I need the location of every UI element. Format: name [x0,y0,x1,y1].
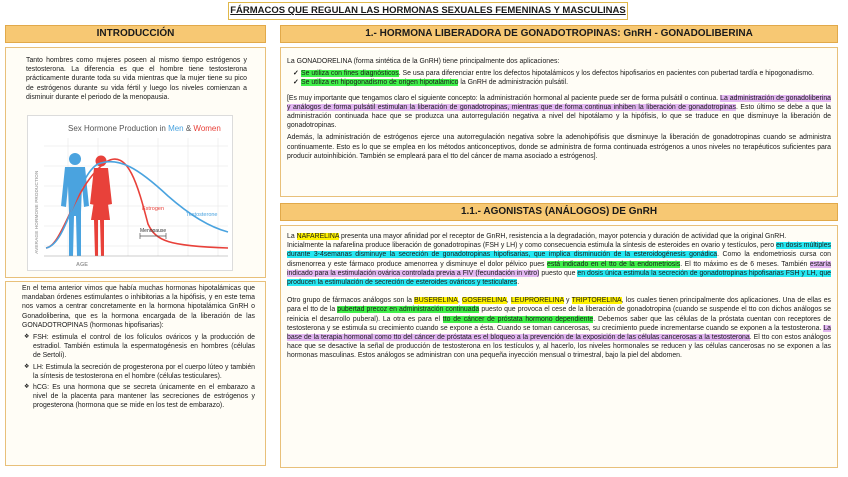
gonadorelin-intro: La GONADORELINA (forma sintética de la GnRH) tiene principalmente dos aplicaciones: [287,58,560,65]
nafarelin-effects: Inicialmente la nafarelina produce liberación de gonadotropinas (FSH y LH) y como consecuencia estimula la síntesis de esteroides en ovario y testículos, pero en dosis múltiples durante 3-4semanas disminuye la secreción de gonadotropinas hipofisarias, que implica disminución de la esteroidogénesis gonádica. Como la endometriosis cursa con dismenorrea y este fármaco produce amenorrea y disminuye el dolor pélvico pues está indicado en el tto de la endometriosis. El tto máximo es de 6 meses. También estaría indicado para la estimulación ovárica controlada previa a FIV (fecundación in vitro) puesto que en dosis única estimula la secreción de gonadotropinas hipofisarias FSH y LH, que producen la estimulación de secreción de esteroides ováricos y testiculares. [287,242,831,287]
gonadorelin-uses [293,69,831,87]
pulsatile-concept: [Es muy importante que tengamos claro el siguiente concepto: la administración hormonal al paciente puede ser de forma pulsátil o continua. La administración de gonadoliberina y análogos de forma pulsátil estimulan la liberación de gonadotropinas, mientras que de forma continua inhiben la liberación de gonadotropinas. Esto último se debe a que la administración continuada hace que se produzca una autorregulación negativa a nivel del hipotálamo y la hipófisis, lo que se traduce en que disminuye la liberación de gonadotropinas. [287,94,831,130]
use-diagnostic: ✓ Se utiliza con fines diagnósticos. Se usa para diferenciar entre los defectos hipotalámicos y los defectos hipofisarios en pacientes con pubertad tardía e hipogonadismo. [293,69,831,78]
list-item-lh: ❖ LH: Estimula la secreción de progesterona por el cuerpo lúteo y también la síntesis de testosterona en el hombre (células testiculares). [24,363,255,381]
hypothalamus-panel [5,281,266,466]
gonadotropin-list [24,333,255,411]
estrogen-feedback: Además, la administración de estrógenos ejerce una autorregulación negativa sobre la adenohipófisis que disminuye la liberación de gonadotropinas cuando se administra continuamente. Esto es lo que se emplea en los métodos anticonceptivos, donde se administra de forma continuada estrógenos a unos niveles no terapéuticos suficientes para producir autoinhibición. También se empleará para el tto del cáncer de mama asociado a estrógenos]. [287,134,831,160]
use-hypogonadism: ✓ Se utiliza en hipogonadismo de origen hipotalámico la GnRH de administración pulsátil. [293,78,831,87]
hormone-chart [27,115,233,271]
chart-ylabel: AVERAGE HORMONE PRODUCTION [35,170,40,254]
hypothalamus-intro: En el tema anterior vimos que había muchas hormonas hipotalámicas que mandaban órdenes estimulantes o inhibitorias a la hipófisis, y en este tema nos vamos a centrar concretamente en la hormona hipotalámica GnRH o Gonadoliberina, que es la hormona encargada de la liberación de las GONADOTROPINAS (hormonas hipofisarias): [22,285,255,329]
nafarelin-paragraph: La NAFARELINA presenta una mayor afinidad por el receptor de GnRH, resistencia a la degradación, mayor potencia y duración de actividad que la original GnRH. [287,233,787,240]
chart-xlabel: AGE [76,262,88,268]
hormone-chart-svg [28,116,233,271]
list-item-hcg: ❖ hCG: Es una hormona que se secreta únicamente en el embarazo a nivel de la placenta para mantener las secreciones de estrógenos y progesterona (hormona que se mide en los test de embarazo). [24,383,255,411]
page-title: FÁRMACOS QUE REGULAN LAS HORMONAS SEXUALES FEMENINAS Y MASCULINAS [228,2,628,20]
intro-header: INTRODUCCIÓN [5,25,266,43]
menopause-label: Menopause [140,228,167,234]
chart-title: Sex Hormone Production in Men & Women [68,124,221,133]
estrogen-label: Estrogen [142,206,165,212]
section1-header: 1.- HORMONA LIBERADORA DE GONADOTROPINAS: GnRH - GONADOLIBERINA [280,25,838,43]
analogs-paragraph: Otro grupo de fármacos análogos son la BUSERELINA, GOSERELINA, LEUPRORELINA y TRIPTORELINA, los cuales tienen principalmente dos aplicaciones. Una de ellas es para el tto de la pubertad precoz en administración continuada puesto que provoca el cese de la liberación de gonadotropina (cuando se suspende el tto con dichos análogos se reinicia el desarrollo puberal). La otra es para el tto de cáncer de próstata hormono dependiente. Debemos saber que las células de la próstata cuentan con receptores de testosterona y se estimula su crecimiento cuando se expone a ésta. Cuando se toman cancerosas, su crecimiento puede incrementarse cuando se exponen a la testosterona. La base de la terapia hormonal como tto del cáncer de próstata es el bloqueo a la prevención de la exposición de las células cancerosas a la testosterona. El tto con estos análogos hace que se desactive la señal de producción de testosterona en los testículos y, al hacerlo, los niveles hormonales se reducen y las células cancerosas no se exponen a las hormonas masculinas. Estos análogos se administran con una pequeña inyección mensual o trimestral, bajo la piel del abdomen. [287,297,831,360]
testosterone-label: Testosterone [186,212,218,218]
intro-text: Tanto hombres como mujeres poseen al mismo tiempo estrógenos y testosterona. La diferencia es que el hombre tiene testosterona prácticamente durante toda su vida mientras que la mujer tiene su pico de estrógenos durante su vida fértil y luego los niveles comienzan a disminuir durante el periodo de la menopausia. [26,57,247,101]
section2-panel [280,225,838,468]
list-item-fsh: ❖ FSH: estimula el control de los folículos ováricos y la producción de estradiol. También estimula la espermatogénesis en hombres (células de Sertoli). [24,333,255,361]
section2-header: 1.1.- AGONISTAS (ANÁLOGOS) DE GnRH [280,203,838,221]
section1-panel [280,47,838,197]
